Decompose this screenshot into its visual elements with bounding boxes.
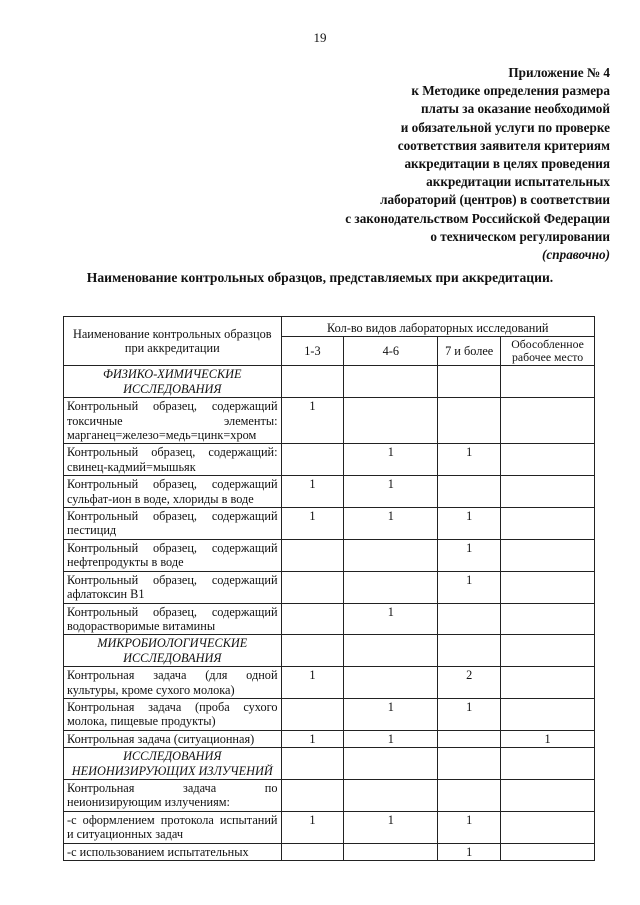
appendix-line: о техническом регулировании: [430, 228, 610, 244]
sample-name: Контрольный образец, содержащий пестицид: [64, 508, 282, 540]
table-row: [64, 398, 595, 444]
cell-4-6: [344, 843, 438, 860]
cell-separate: [501, 476, 595, 508]
table-row: [64, 730, 595, 747]
sample-name: Контрольный образец, содержащий токсичные элементы: марганец=железо=медь=цинк=хром: [64, 398, 282, 444]
appendix-header: [250, 64, 610, 264]
cell-separate: [501, 843, 595, 860]
cell-4-6: [344, 635, 438, 667]
table-row: [64, 603, 595, 635]
cell-7-plus: [438, 730, 501, 747]
sample-name: Контрольная задача (для одной культуры, кроме сухого молока): [64, 667, 282, 699]
cell-4-6: 1: [344, 444, 438, 476]
section-title: ФИЗИКО-ХИМИЧЕСКИЕ ИССЛЕДОВАНИЯ: [64, 366, 282, 398]
cell-1-3: [281, 444, 344, 476]
table-row: [64, 539, 595, 571]
cell-7-plus: 1: [438, 508, 501, 540]
table-row: [64, 843, 595, 860]
header-research-count: Кол-во видов лабораторных исследований: [281, 317, 594, 337]
table-row: [64, 571, 595, 603]
cell-4-6: [344, 779, 438, 811]
section-row: [64, 635, 595, 667]
cell-7-plus: [438, 748, 501, 780]
cell-4-6: [344, 748, 438, 780]
appendix-line: аккредитации испытательных: [426, 174, 610, 190]
cell-separate: [501, 603, 595, 635]
cell-1-3: 1: [281, 476, 344, 508]
appendix-line: аккредитации в целях проведения: [404, 156, 610, 172]
cell-7-plus: 1: [438, 539, 501, 571]
section-row: [64, 748, 595, 780]
header-col-separate-workplace: Обособленное рабочее место: [501, 337, 595, 366]
appendix-line: с законодательством Российской Федерации: [345, 210, 610, 226]
header-col-1-3: 1-3: [281, 337, 344, 366]
cell-separate: [501, 779, 595, 811]
cell-7-plus: [438, 366, 501, 398]
table-row: [64, 444, 595, 476]
cell-4-6: 1: [344, 476, 438, 508]
cell-4-6: 1: [344, 508, 438, 540]
sample-name: -с использованием испытательных: [64, 843, 282, 860]
sample-name: Контрольный образец, содержащий сульфат-ион в воде, хлориды в воде: [64, 476, 282, 508]
cell-1-3: [281, 366, 344, 398]
table-row: [64, 476, 595, 508]
cell-7-plus: [438, 398, 501, 444]
cell-1-3: 1: [281, 667, 344, 699]
header-col-7-plus: 7 и более: [438, 337, 501, 366]
section-title: МИКРОБИОЛОГИЧЕСКИЕ ИССЛЕДОВАНИЯ: [64, 635, 282, 667]
cell-4-6: 1: [344, 603, 438, 635]
cell-7-plus: 2: [438, 667, 501, 699]
cell-1-3: [281, 698, 344, 730]
cell-1-3: [281, 539, 344, 571]
cell-1-3: [281, 748, 344, 780]
table-row: [64, 667, 595, 699]
header-col-4-6: 4-6: [344, 337, 438, 366]
cell-separate: 1: [501, 730, 595, 747]
cell-1-3: 1: [281, 811, 344, 843]
appendix-line: лабораторий (центров) в соответствии: [380, 192, 610, 208]
section-row: [64, 366, 595, 398]
appendix-line: платы за оказание необходимой: [420, 101, 610, 117]
section-title: ИССЛЕДОВАНИЯ НЕИОНИЗИРУЮЩИХ ИЗЛУЧЕНИЙ: [64, 748, 282, 780]
cell-1-3: [281, 779, 344, 811]
cell-4-6: [344, 571, 438, 603]
appendix-line: Приложение № 4: [508, 65, 610, 80]
sample-name: -с оформлением протокола испытаний и ситуационных задач: [64, 811, 282, 843]
sample-name: Контрольный образец, содержащий: свинец-кадмий=мышьяк: [64, 444, 282, 476]
cell-7-plus: [438, 779, 501, 811]
cell-7-plus: [438, 603, 501, 635]
table-row: [64, 779, 595, 811]
cell-7-plus: 1: [438, 698, 501, 730]
cell-4-6: 1: [344, 730, 438, 747]
cell-separate: [501, 539, 595, 571]
cell-4-6: 1: [344, 811, 438, 843]
table-row: [64, 508, 595, 540]
document-title: Наименование контрольных образцов, представляемых при аккредитации.: [86, 270, 554, 285]
cell-4-6: [344, 667, 438, 699]
cell-1-3: 1: [281, 398, 344, 444]
cell-separate: [501, 398, 595, 444]
table-row: [64, 698, 595, 730]
cell-4-6: [344, 398, 438, 444]
cell-7-plus: 1: [438, 811, 501, 843]
cell-separate: [501, 698, 595, 730]
sample-name: Контрольный образец, содержащий нефтепродукты в воде: [64, 539, 282, 571]
cell-7-plus: 1: [438, 843, 501, 860]
cell-1-3: [281, 843, 344, 860]
sample-name: Контрольная задача (ситуационная): [64, 730, 282, 747]
appendix-line: и обязательной услуги по проверке: [400, 119, 610, 135]
cell-4-6: [344, 366, 438, 398]
cell-separate: [501, 811, 595, 843]
cell-separate: [501, 444, 595, 476]
cell-1-3: [281, 571, 344, 603]
cell-separate: [501, 571, 595, 603]
cell-1-3: 1: [281, 730, 344, 747]
cell-separate: [501, 748, 595, 780]
appendix-note: (справочно): [542, 247, 610, 263]
appendix-line: к Методике определения размера: [411, 83, 610, 99]
cell-separate: [501, 635, 595, 667]
cell-7-plus: 1: [438, 571, 501, 603]
table-row: [64, 811, 595, 843]
cell-7-plus: [438, 635, 501, 667]
cell-separate: [501, 508, 595, 540]
cell-7-plus: 1: [438, 444, 501, 476]
sample-name: Контрольная задача по неионизирующим излучениям:: [64, 779, 282, 811]
header-sample-name: Наименование контрольных образцов при аккредитации: [64, 317, 282, 366]
cell-4-6: 1: [344, 698, 438, 730]
cell-7-plus: [438, 476, 501, 508]
samples-table: [63, 316, 595, 861]
cell-separate: [501, 667, 595, 699]
cell-1-3: 1: [281, 508, 344, 540]
appendix-line: соответствия заявителя критериям: [397, 137, 610, 153]
cell-1-3: [281, 603, 344, 635]
cell-1-3: [281, 635, 344, 667]
cell-separate: [501, 366, 595, 398]
sample-name: Контрольная задача (проба сухого молока, пищевые продукты): [64, 698, 282, 730]
sample-name: Контрольный образец, содержащий водорастворимые витамины: [64, 603, 282, 635]
table-header-row: [64, 317, 595, 337]
sample-name: Контрольный образец, содержащий афлатоксин В1: [64, 571, 282, 603]
cell-4-6: [344, 539, 438, 571]
page-number: 19: [313, 30, 327, 45]
